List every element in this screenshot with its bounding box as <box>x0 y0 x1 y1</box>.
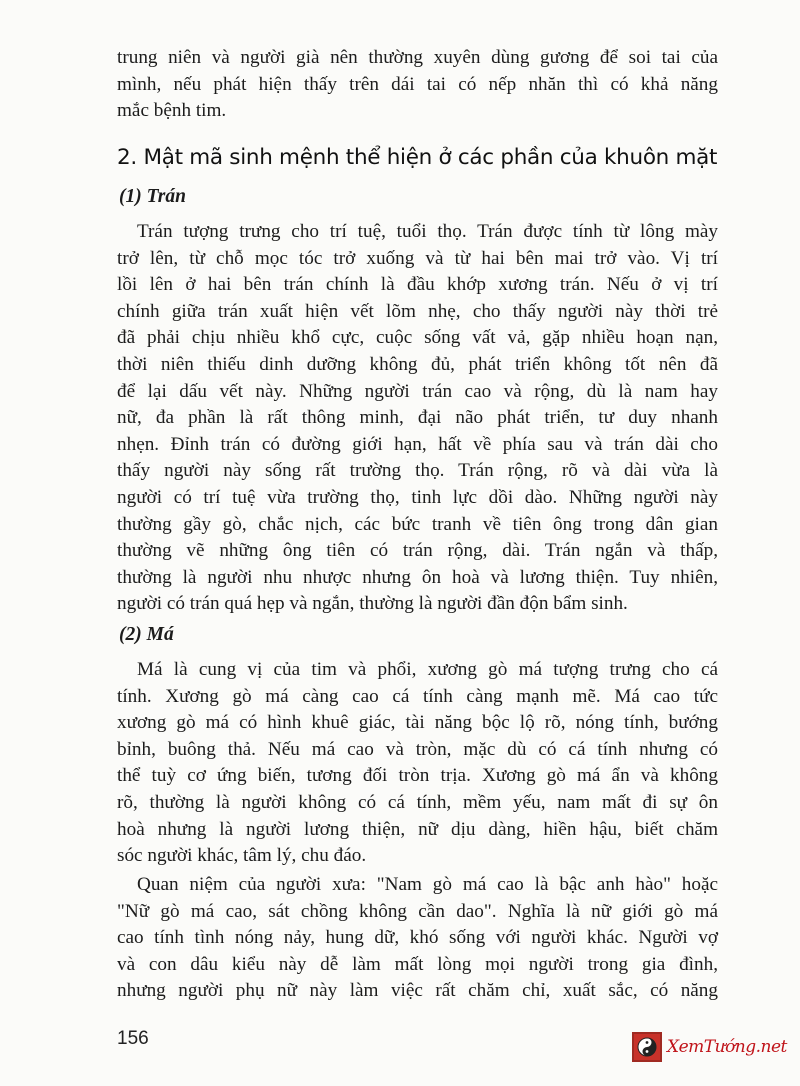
text-line: thấy người này sống rất trường thọ. Trán rộng, rõ và dài vừa là <box>117 460 718 482</box>
paragraph-quan-niem <box>117 872 718 1005</box>
paragraph-ma <box>117 657 718 870</box>
page-number: 156 <box>117 1028 149 1049</box>
text-line: Quan niệm của người xưa: "Nam gò má cao là bậc anh hào" hoặc <box>137 874 718 895</box>
text-line: Trán tượng trưng cho trí tuệ, tuổi thọ. Trán được tính từ lông mày <box>137 221 718 242</box>
watermark-text: XemTướng.net <box>667 1037 787 1057</box>
text-line: và con dâu kiểu này dễ làm mất lòng mọi người trong gia đình, <box>117 953 718 975</box>
subheading-ma: (2) Má <box>119 624 174 645</box>
text-line: cao tính tình nóng nảy, hung dữ, khó sống với người khác. Người vợ <box>117 927 718 949</box>
text-line: để lại dấu vết này. Những người trán cao và rộng, dù là nam hay <box>117 380 718 402</box>
paragraph-tran <box>117 219 718 618</box>
text-line: người có trí tuệ vừa trường thọ, tinh lực dồi dào. Những người này <box>117 486 718 508</box>
text-line: sóc người khác, tâm lý, chu đáo. <box>117 845 367 867</box>
section-heading: 2. Mật mã sinh mệnh thể hiện ở các phần của khuôn mặt <box>117 145 718 170</box>
text-line: thời niên thiếu dinh dưỡng không đủ, phát triển không tốt nên đã <box>117 353 718 375</box>
text-line: chính giữa trán xuất hiện vết lõm nhẹ, cho thấy người này thời trẻ <box>117 300 718 322</box>
text-line: lồi lên ở hai bên trán chính là đầu khớp xương trán. Nếu ở vị trí <box>117 274 718 296</box>
text-line: thường là người nhu nhược nhưng ôn hoà và lương thiện. Tuy nhiên, <box>117 566 718 588</box>
text-line: tính. Xương gò má càng cao cá tính càng mạnh mẽ. Má cao tức <box>117 685 718 707</box>
text-line: Má là cung vị của tim và phổi, xương gò má tượng trưng cho cá <box>137 659 718 680</box>
text-line: "Nữ gò má cao, sát chồng không cần dao". Nghĩa là nữ giới gò má <box>117 900 718 922</box>
subheading-tran: (1) Trán <box>119 186 186 207</box>
text-line: thường vẽ những ông tiên có trán rộng, dài. Trán ngắn và thấp, <box>117 540 718 562</box>
yin-yang-icon <box>632 1032 662 1062</box>
text-line: rõ, thường là người không có cá tính, mềm yếu, nam mất đi sự ôn <box>117 791 718 813</box>
text-line: mắc bệnh tim. <box>117 100 227 122</box>
text-line: trung niên và người già nên thường xuyên dùng gương để soi tai của <box>117 47 718 68</box>
watermark-logo <box>632 1032 787 1062</box>
text-line: nhẹn. Đỉnh trán có đường giới hạn, hất về phía sau và trán dài cho <box>117 433 718 455</box>
text-line: mình, nếu phát hiện thấy trên dái tai có nếp nhăn thì có khả năng <box>117 73 718 95</box>
text-line: người có trán quá hẹp và ngắn, thường là người đần độn bẩm sinh. <box>117 593 628 615</box>
text-line: thường gầy gò, chắc nịch, các bức tranh về tiên ông trong dân gian <box>117 513 718 535</box>
text-line: đã phải chịu nhiều khổ cực, cuộc sống vất vả, gặp nhiều hoạn nạn, <box>117 327 718 349</box>
text-line: thể tuỳ cơ ứng biến, tương đối tròn trịa. Xương gò má ẩn và không <box>117 765 718 787</box>
text-line: hoà nhưng là người lương thiện, nữ dịu dàng, hiền hậu, biết chăm <box>117 818 718 840</box>
text-line: bỉnh, buông thả. Nếu má cao và tròn, mặc dù có cá tính nhưng có <box>117 738 718 760</box>
text-line: nữ, đa phần là rất thông minh, đại não phát triển, tư duy nhanh <box>117 407 718 429</box>
text-line: xương gò má có hình khuê giác, tài năng bộc lộ rõ, nóng tính, bướng <box>117 712 718 734</box>
text-line: trở lên, từ chỗ mọc tóc trở xuống và từ hai bên mai trở vào. Vị trí <box>117 247 718 269</box>
text-line: nhưng người phụ nữ này làm việc rất chăm chỉ, xuất sắc, có năng <box>117 980 718 1002</box>
intro-paragraph <box>117 45 718 125</box>
